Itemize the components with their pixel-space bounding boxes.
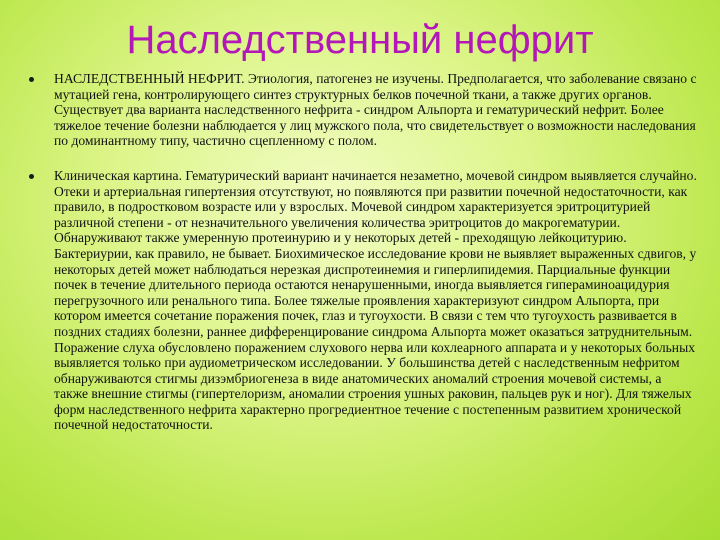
bullet-list xyxy=(24,71,698,433)
slide-title: Наследственный нефрит xyxy=(126,18,594,62)
bullet-icon xyxy=(29,77,34,82)
bullet-text-clinical-picture: Клиническая картина. Гематурический вариант начинается незаметно, мочевой синдром выявляется случайно. Отеки и артериальная гипертензия отсутствуют, но появляются при развитии почечной недостаточности, как правило, в подростковом возрасте или у взрослых. Мочевой синдром характеризуется эритроцитурией различной степени - от незначительного увеличения количества эритроцитов до макрогематурии. Обнаруживают также умеренную протеинурию и у некоторых детей - преходящую лейкоцитурию. Бактериурии, как правило, не бывает. Биохимическое исследование крови не выявляет выраженных сдвигов, у некоторых детей может наблюдаться нерезкая диспротеинемия и гиперлипидемия. Парциальные функции почек в течение длительного периода остаются ненарушенными, иногда выявляется гипераминоацидурия перегрузочного или ренального типа. Более тяжелые проявления характеризуют синдром Альпорта, при котором имеется сочетание поражения почек, глаз и тугоухости. В связи с тем что тугоухость развивается в поздних стадиях болезни, раннее дифференцирование синдрома Альпорта может оказаться затруднительным. Поражение слуха обусловлено поражением слухового нерва или кохлеарного аппарата и у некоторых больных выявляется только при аудиометрическом исследовании. У большинства детей с наследственным нефритом обнаруживаются стигмы дизэмбриогенеза в виде анатомических аномалий строения мочевой системы, а также внешние стигмы (гипертелоризм, аномалии строения ушных раковин, пальцев рук и ног). Для тяжелых форм наследственного нефрита характерно прогредиентное течение с постепенным развитием хронической почечной недостаточности. xyxy=(54,167,697,433)
bullet-item-clinical-picture xyxy=(24,168,698,433)
bullet-text-etiology: НАСЛЕДСТВЕННЫЙ НЕФРИТ. Этиология, патогенез не изучены. Предполагается, что заболевание связано с мутацией гена, контролирующего синтез структурных белков почечной ткани, а также других органов. Существует два варианта наследственного нефрита - синдром Альпорта и гематурический нефрит. Более тяжелое течение болезни наблюдается у лиц мужского пола, что свидетельствует о возможности наследования по доминантному типу, частично сцепленному с полом. xyxy=(54,71,697,149)
bullet-icon xyxy=(29,174,34,179)
bullet-item-etiology xyxy=(24,71,698,149)
